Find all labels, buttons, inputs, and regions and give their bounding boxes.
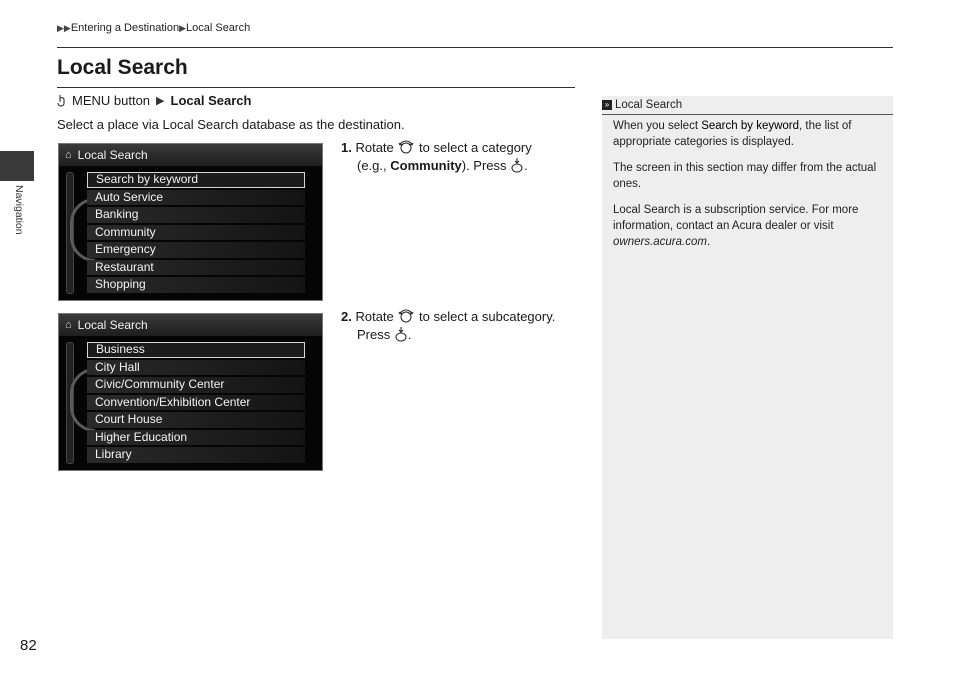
screen-title: Local Search [77, 318, 148, 332]
list-item[interactable]: Civic/Community Center [87, 377, 305, 393]
triangle-icon: ▶ [156, 95, 165, 107]
list-item[interactable]: Search by keyword [87, 172, 305, 188]
list-item[interactable]: Shopping [87, 277, 305, 293]
step-text: to select a subcategory. [419, 309, 556, 324]
rotate-knob-icon [397, 308, 415, 324]
sidebar-text: , the list of appropriate categories is displayed. [613, 120, 852, 148]
step-text: (e.g., [357, 158, 387, 173]
sidebar-emphasis: Search by keyword [701, 120, 800, 132]
screen-header [59, 144, 322, 166]
sidebar-paragraph [613, 202, 885, 250]
breadcrumb [57, 22, 250, 34]
hand-press-icon [57, 94, 66, 107]
list-item[interactable]: Higher Education [87, 430, 305, 446]
sidebar-paragraph [613, 118, 885, 150]
list-item[interactable]: Convention/Exhibition Center [87, 395, 305, 411]
navigation-home-icon: ⌂ [65, 319, 72, 331]
screenshot-subcategory-list [58, 313, 323, 471]
sidebar-heading [602, 96, 893, 115]
page-number: 82 [20, 637, 37, 654]
page-title: Local Search [57, 56, 188, 79]
list-item[interactable]: Banking [87, 207, 305, 223]
step-text: ). Press [461, 158, 507, 173]
step-example: Community [390, 158, 462, 173]
screen-title: Local Search [77, 148, 148, 162]
divider [57, 87, 575, 88]
menu-path-target: Local Search [170, 93, 252, 108]
subcategory-list [87, 342, 305, 465]
list-item[interactable]: Auto Service [87, 190, 305, 206]
menu-path [57, 93, 251, 108]
sidebar-text: Local Search is a subscription service. For more information, contact an Acura dealer or visit [613, 204, 859, 232]
double-triangle-icon: ▶▶ [57, 23, 71, 33]
category-list [87, 172, 305, 295]
step-number: 2. [341, 309, 352, 324]
step-text: to select a category [419, 140, 532, 155]
list-item[interactable]: Emergency [87, 242, 305, 258]
press-knob-icon [394, 326, 408, 342]
rotate-knob-icon [397, 139, 415, 155]
list-item[interactable]: Community [87, 225, 305, 241]
list-item[interactable]: Library [87, 447, 305, 463]
screenshot-category-list [58, 143, 323, 301]
website-link[interactable]: owners.acura.com [613, 236, 707, 248]
section-label: Navigation [13, 185, 25, 235]
triangle-icon: ▶ [179, 23, 186, 33]
sidebar-paragraph: The screen in this section may differ from the actual ones. [613, 162, 877, 190]
step-text: Rotate [355, 140, 394, 155]
step-2 [341, 308, 577, 344]
step-text: . [524, 158, 528, 173]
sidebar-heading-text: Local Search [615, 98, 683, 111]
intro-text: Select a place via Local Search database as the destination. [57, 117, 405, 132]
list-item[interactable]: Court House [87, 412, 305, 428]
step-1 [341, 139, 577, 175]
list-item[interactable]: City Hall [87, 360, 305, 376]
section-tab [0, 151, 34, 181]
screen-header [59, 314, 322, 336]
list-item[interactable]: Restaurant [87, 260, 305, 276]
divider [57, 47, 893, 48]
list-item[interactable]: Business [87, 342, 305, 358]
sidebar-note [602, 96, 893, 639]
breadcrumb-item[interactable]: Entering a Destination [70, 22, 180, 34]
menu-button-label: MENU button [72, 93, 151, 108]
step-text: Rotate [355, 309, 394, 324]
step-number: 1. [341, 140, 352, 155]
reference-icon: » [602, 100, 612, 110]
step-text: . [407, 327, 412, 342]
sidebar-text: . [706, 236, 711, 248]
step-text: Press [357, 327, 391, 342]
breadcrumb-item[interactable]: Local Search [186, 22, 251, 34]
press-knob-icon [510, 157, 524, 173]
navigation-home-icon: ⌂ [65, 149, 72, 161]
sidebar-text: When you select [613, 120, 699, 132]
